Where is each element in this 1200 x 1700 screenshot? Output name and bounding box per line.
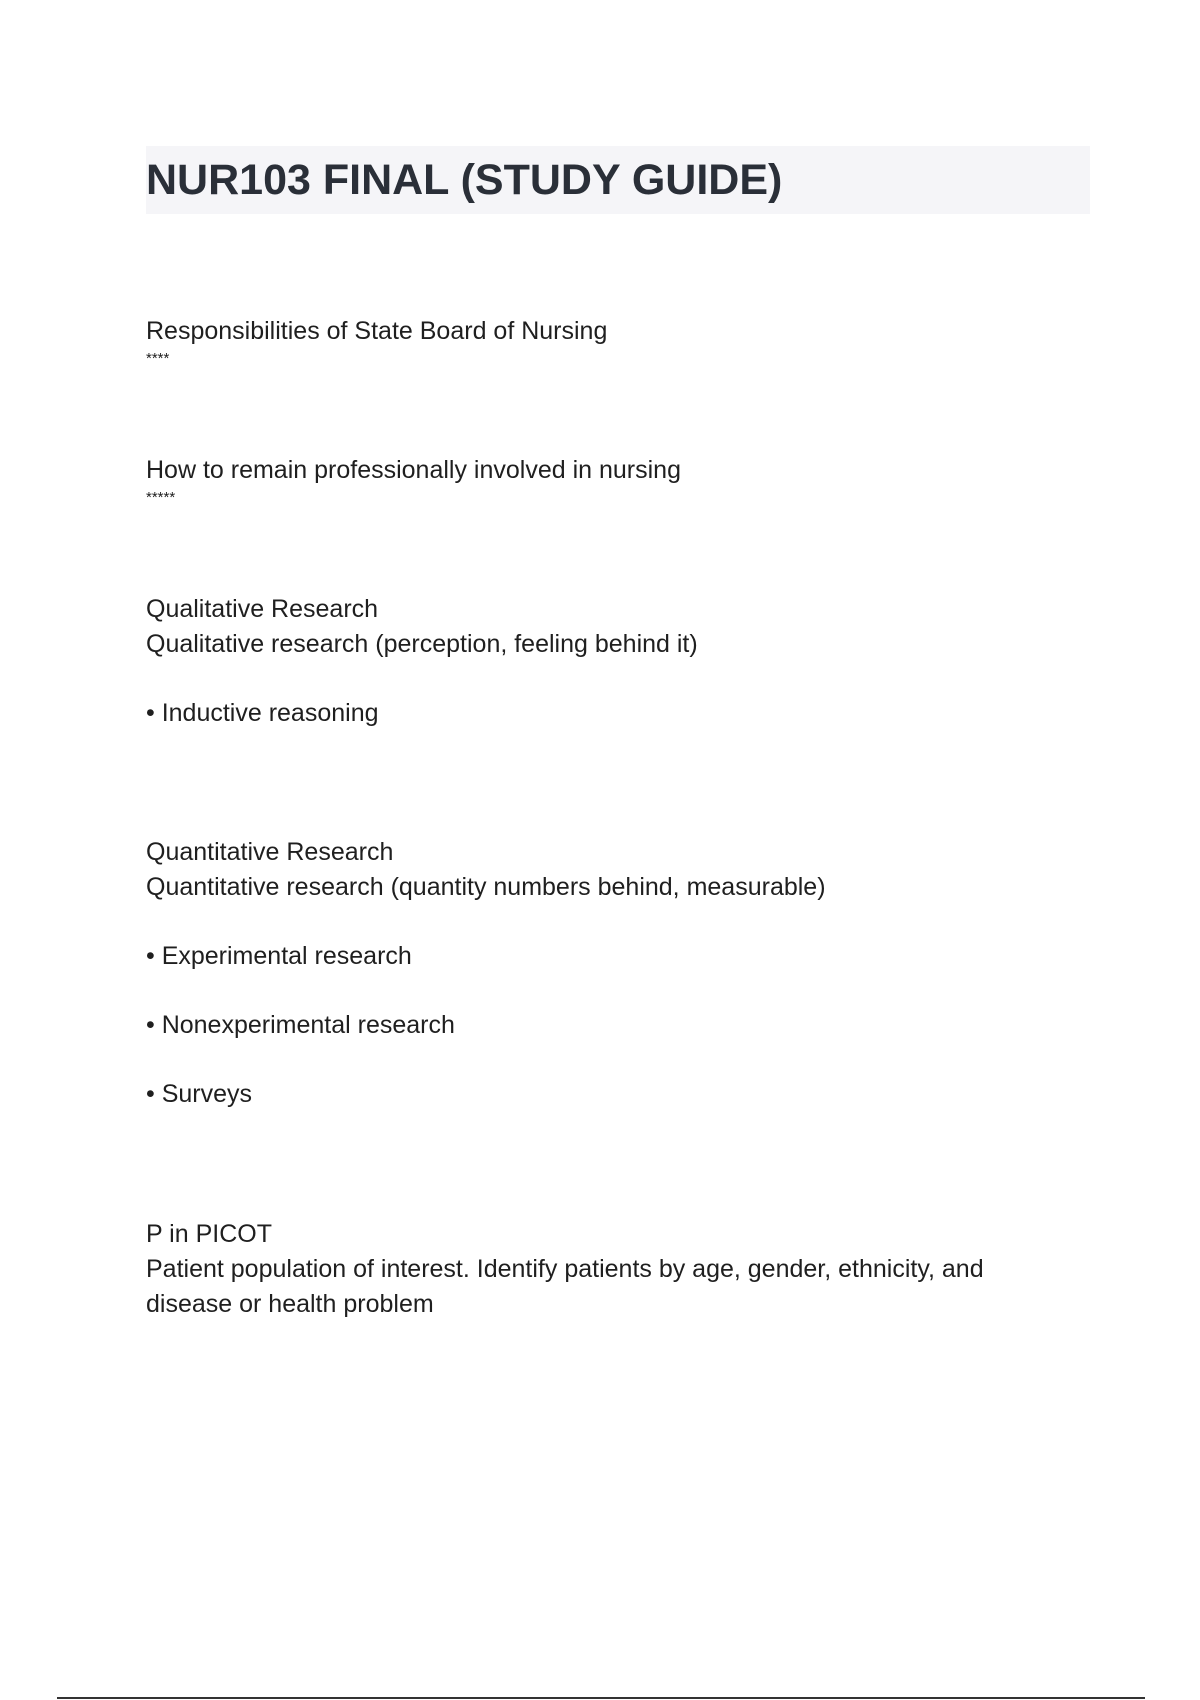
card-bullet: • Surveys (146, 1080, 253, 1108)
card-answer: Qualitative research (perception, feeling behind it) (146, 630, 698, 658)
study-card (146, 453, 1066, 508)
page-title: NUR103 FINAL (STUDY GUIDE) (146, 156, 783, 204)
card-question: Qualitative Research (146, 595, 379, 623)
card-question: Quantitative Research (146, 838, 394, 866)
study-card (146, 592, 1066, 731)
card-answer: Quantitative research (quantity numbers behind, measurable) (146, 873, 826, 901)
study-card (146, 314, 1066, 369)
card-question: P in PICOT (146, 1220, 272, 1248)
card-question: How to remain professionally involved in nursing (146, 456, 681, 484)
card-question: Responsibilities of State Board of Nursing (146, 317, 608, 345)
card-bullet: • Inductive reasoning (146, 699, 379, 727)
card-answer-masked: ***** (146, 489, 176, 506)
card-bullet: • Experimental research (146, 942, 412, 970)
page-bottom-rule (57, 1697, 1145, 1699)
study-card (146, 835, 1066, 1112)
study-card (146, 1217, 1046, 1322)
card-answer-masked: **** (146, 350, 170, 367)
card-answer: Patient population of interest. Identify patients by age, gender, ethnicity, and disease or health problem (146, 1255, 984, 1318)
card-bullet: • Nonexperimental research (146, 1011, 455, 1039)
